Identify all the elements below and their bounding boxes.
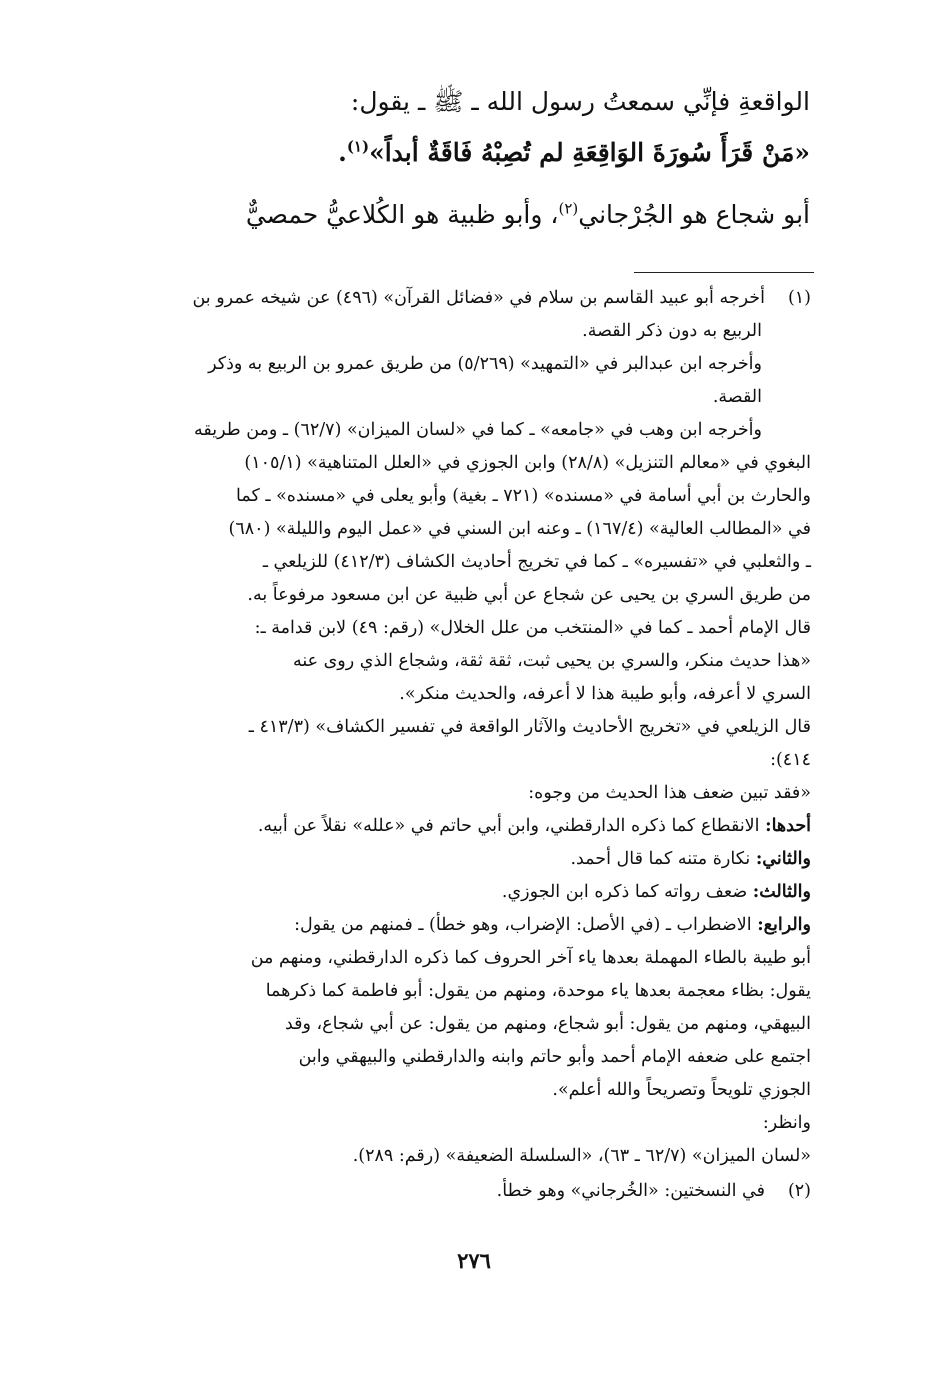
- label-third: والثالث:: [752, 882, 811, 902]
- footnote-divider: [634, 272, 814, 273]
- footnote-line: والحارث بن أبي أسامة في «مسنده» (٧٢١ ـ بغية) وأبو يعلى في «مسنده» ـ كما: [236, 486, 811, 506]
- footnote-line: البغوي في «معالم التنزيل» (٢٨/٨) وابن الجوزي في «العلل المتناهية» (١٠٥/١): [244, 453, 811, 473]
- page-number: ٢٧٦: [457, 1248, 491, 1273]
- footnote-line: الانقطاع كما ذكره الدارقطني، وابن أبي حاتم في «علله» نقلاً عن أبيه.: [257, 816, 760, 836]
- footnote-point-1: [258, 816, 811, 836]
- footnote-ref-2: (٢): [558, 199, 579, 218]
- footnote-line: ضعف رواته كما ذكره ابن الجوزي.: [501, 882, 748, 902]
- footnote-line: أخرجه أبو عبيد القاسم بن سلام في «فضائل القرآن» (٤٩٦) عن شيخه عمرو بن: [192, 288, 765, 308]
- footnote-point-4: [294, 915, 811, 935]
- footnote-line: أبو طيبة بالطاء المهملة بعدها ياء آخر الحروف كما ذكره الدارقطني، ومنهم من: [250, 948, 811, 968]
- main-text-line-1-content: الواقعةِ فإنِّي سمعتُ رسول الله ـ ﷺ ـ يقول:: [350, 87, 810, 116]
- footnote-line: في «المطالب العالية» (١٦٧/٤) ـ وعنه ابن السني في «عمل اليوم والليلة» (٦٨٠): [228, 519, 811, 539]
- footnote-line: يقول: بظاء معجمة بعدها ياء موحدة، ومنهم من يقول: أبو فاطمة كما ذكرهما: [265, 981, 811, 1001]
- footnote-2-line: [497, 1181, 811, 1201]
- footnote-line: الاضطراب ـ (في الأصل: الإضراب، وهو خطأ) ـ فمنهم من يقول:: [294, 915, 752, 935]
- footnote-line: اجتمع على ضعفه الإمام أحمد وأبو حاتم وابنه والدارقطني والبيهقي وابن: [298, 1047, 811, 1067]
- footnote-ref-1: (١): [346, 137, 370, 156]
- footnote-line: قال الزيلعي في «تخريج الأحاديث والآثار الواقعة في تفسير الكشاف» (٤١٣/٣ ـ: [248, 717, 811, 737]
- footnote-line: وأخرجه ابن وهب في «جامعه» ـ كما في «لسان الميزان» (٦٢/٧) ـ ومن طريقه: [193, 420, 762, 440]
- footnote-line: نكارة متنه كما قال أحمد.: [570, 849, 751, 869]
- footnote-line: «هذا حديث منكر، والسري بن يحيى ثبت، ثقة ثقة، وشجاع الذي روى عنه: [292, 651, 811, 671]
- footnote-2-number: (٢): [787, 1181, 811, 1201]
- footnote-line: «لسان الميزان» (٦٢/٧ ـ ٦٣)، «السلسلة الضعيفة» (رقم: ٢٨٩).: [352, 1146, 811, 1166]
- footnote-line: القصة.: [712, 387, 762, 407]
- footnote-line: وانظر:: [762, 1113, 811, 1133]
- hadith-end: .: [338, 138, 347, 167]
- label-first: أحدها:: [765, 816, 811, 836]
- footnote-line: الجوزي تلويحاً وتصريحاً والله أعلم».: [552, 1080, 811, 1100]
- footnote-line: ٤١٤):: [770, 750, 811, 770]
- footnote-line: البيهقي، ومنهم من يقول: أبو شجاع، ومنهم من يقول: عن أبي شجاع، وقد: [284, 1014, 811, 1034]
- footnote-1-number: (١): [787, 288, 811, 308]
- footnote-point-2: [570, 849, 811, 869]
- label-second: والثاني:: [755, 849, 811, 869]
- label-fourth: والرابع:: [757, 915, 811, 935]
- main-text-line-3-a: أبو شجاع هو الجُرْجاني: [578, 200, 810, 229]
- main-text-line-3-b: ، وأبو ظبية هو الكُلاعيُّ حمصيٌّ: [245, 200, 559, 229]
- footnote-1-line: [192, 288, 811, 308]
- footnote-line: في النسختين: «الخُرجاني» وهو خطأ.: [496, 1181, 765, 1201]
- main-text-line-3: [246, 200, 810, 229]
- footnote-line: السري لا أعرفه، وأبو طيبة هذا لا أعرفه، والحديث منكر».: [399, 684, 811, 704]
- footnote-line: من طريق السري بن يحيى عن شجاع عن أبي ظبية عن ابن مسعود مرفوعاً به.: [247, 585, 811, 605]
- footnote-line: وأخرجه ابن عبدالبر في «التمهيد» (٥/٢٦٩) من طريق عمرو بن الربيع به وذكر: [208, 354, 762, 374]
- footnote-point-3: [502, 882, 811, 902]
- hadith-text: «مَنْ قَرَأَ سُورَةَ الوَاقِعَةِ لم تُصِبْهُ فَاقَةٌ أبداً»: [369, 138, 810, 167]
- footnote-line: ـ والثعلبي في «تفسيره» ـ كما في تخريج أحاديث الكشاف (٤١٢/٣) للزيلعي ـ: [262, 552, 811, 572]
- hadith-line: [338, 138, 810, 167]
- main-text-line-1: [351, 86, 810, 123]
- footnote-line: قال الإمام أحمد ـ كما في «المنتخب من علل الخلال» (رقم: ٤٩) لابن قدامة ـ:: [254, 618, 811, 638]
- footnote-line: «فقد تبين ضعف هذا الحديث من وجوه:: [528, 783, 811, 803]
- footnote-line: الربيع به دون ذكر القصة.: [582, 321, 762, 341]
